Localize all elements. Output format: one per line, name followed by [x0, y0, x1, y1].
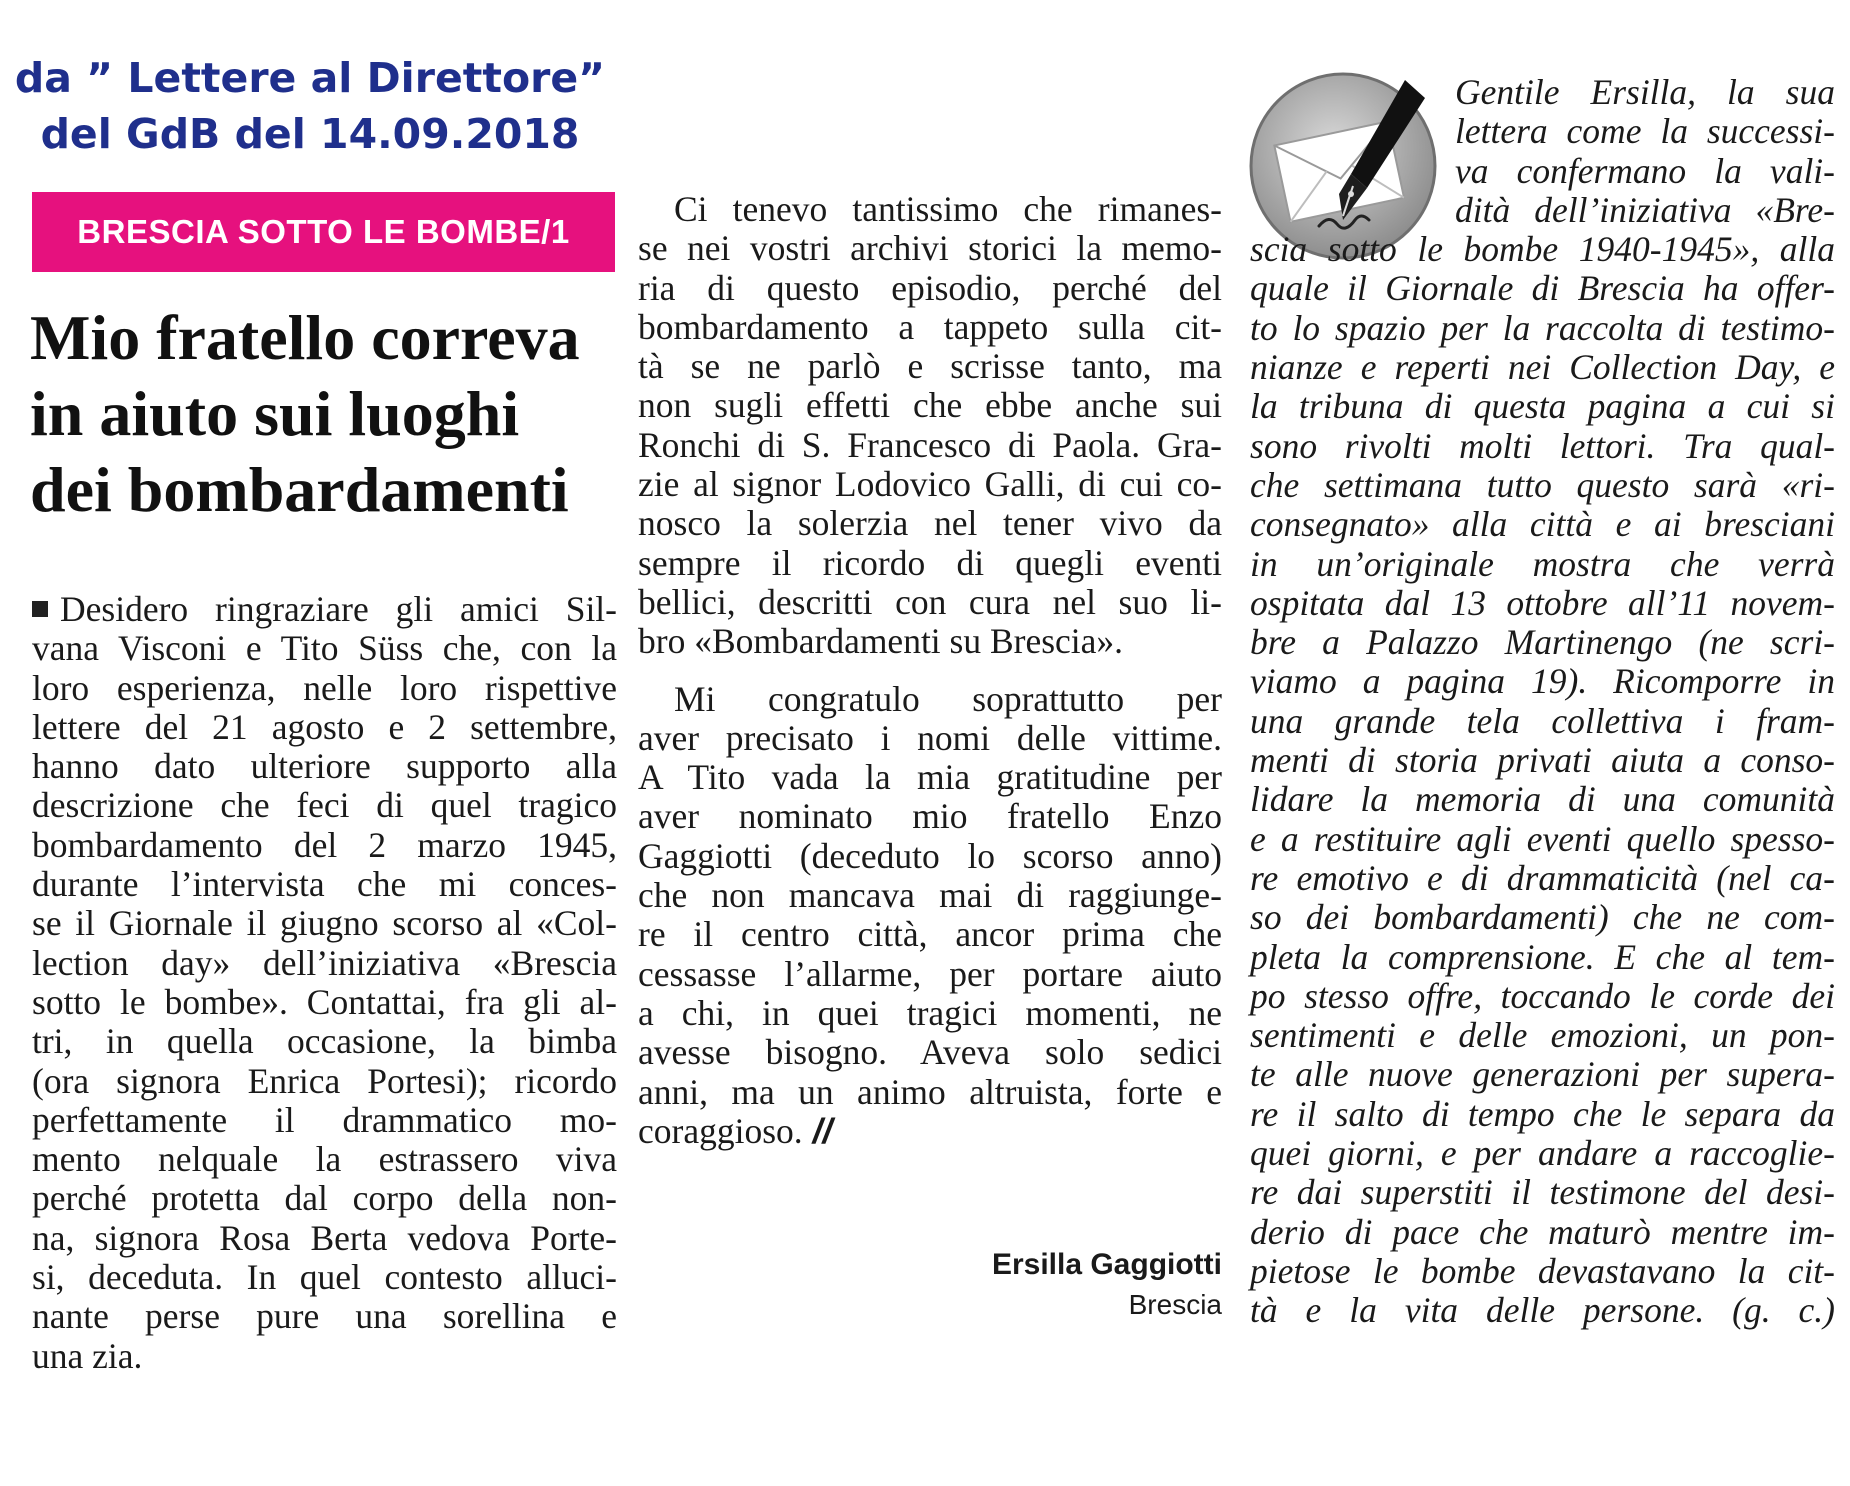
- text-line: re emotivo e di drammaticità (nel ca-: [1250, 857, 1835, 898]
- text-line: Mi congratulo soprattutto per: [674, 678, 1222, 719]
- source-line-2: del GdB del 14.09.2018: [40, 110, 580, 158]
- text-line: bellici, descritti con cura nel suo li-: [638, 581, 1222, 622]
- text-line: A Tito vada la mia gratitudine per: [638, 757, 1222, 798]
- text-line: se il Giornale il giugno scorso al «Col-: [32, 903, 617, 944]
- text-line: bre a Palazzo Martinengo (ne scri-: [1250, 622, 1835, 663]
- text-line: tà e la vita delle persone. (g. c.): [1250, 1290, 1835, 1331]
- bullet-square-icon: [32, 601, 48, 617]
- text-line: a chi, in quei tragici momenti, ne: [638, 992, 1222, 1033]
- text-line: scia sotto le bombe 1940-1945», alla: [1250, 229, 1835, 270]
- text-line: so dei bombardamenti) che ne com-: [1250, 897, 1835, 938]
- text-line: viamo a pagina 19). Ricomporre in: [1250, 661, 1835, 702]
- text-line: hanno dato ulteriore supporto alla: [32, 746, 617, 787]
- editor-reply-column: [1250, 73, 1835, 1331]
- text-line: una zia.: [32, 1335, 143, 1376]
- text-line: na, signora Rosa Berta vedova Porte-: [32, 1217, 617, 1258]
- text-line: nante perse pure una sorellina e: [32, 1296, 617, 1337]
- text-line: quale il Giornale di Brescia ha offer-: [1250, 268, 1835, 309]
- headline-line: dei bombardamenti: [30, 454, 569, 525]
- text-line: sempre il ricordo di quegli eventi: [638, 542, 1222, 583]
- text-line: re il centro città, ancor prima che: [638, 914, 1222, 955]
- text-line: tri, in quella occasione, la bimba: [32, 1021, 617, 1062]
- text-line: re il salto di tempo che le separa da: [1250, 1093, 1835, 1134]
- text-line: bro «Bombardamenti su Brescia».: [638, 621, 1124, 662]
- text-line: Gentile Ersilla, la sua: [1455, 72, 1835, 112]
- headline-line: Mio fratello correva: [30, 302, 580, 373]
- text-line: durante l’intervista che mi conces-: [32, 864, 617, 905]
- end-of-letter-mark: //: [812, 1110, 833, 1151]
- source-note: [0, 50, 620, 162]
- text-line: (ora signora Enrica Portesi); ricordo: [32, 1060, 617, 1101]
- text-line: perché protetta dal corpo della non-: [32, 1178, 617, 1219]
- text-line: se nei vostri archivi storici la memo-: [638, 228, 1222, 269]
- paragraph-gap: [638, 662, 1222, 680]
- text-line: anni, ma un animo altruista, forte e: [638, 1071, 1222, 1112]
- text-line: lection day» dell’iniziativa «Brescia: [32, 942, 617, 983]
- text-line: tà se ne parlò e scrisse tanto, ma: [638, 346, 1222, 387]
- text-line: avesse bisogno. Aveva solo sedici: [638, 1032, 1222, 1073]
- text-line: ria di questo episodio, perché del: [638, 267, 1222, 308]
- text-line: che settimana tutto questo sarà «ri-: [1250, 464, 1835, 505]
- text-line: cessasse l’allarme, per portare aiuto: [638, 953, 1222, 994]
- text-line: sotto le bombe». Contattai, fra gli al-: [32, 981, 617, 1022]
- text-line: to lo spazio per la raccolta di testimo-: [1250, 307, 1835, 348]
- letter-column-1: [32, 590, 617, 1376]
- text-line: aver nominato mio fratello Enzo: [638, 796, 1222, 837]
- text-line: quei giorni, e per andare a raccoglie-: [1250, 1133, 1835, 1174]
- text-line: po stesso offre, toccando le corde dei: [1250, 975, 1835, 1016]
- text-line: vana Visconi e Tito Süss che, con la: [32, 628, 617, 669]
- text-line: che non mancava mai di raggiunge-: [638, 875, 1222, 916]
- headline-line: in aiuto sui luoghi: [30, 378, 520, 449]
- text-line: Ronchi di S. Francesco di Paola. Gra-: [638, 424, 1222, 465]
- text-line: re dai superstiti il testimone del desi-: [1250, 1172, 1835, 1213]
- text-line: bombardamento a tappeto sulla cit-: [638, 306, 1222, 347]
- text-line: Desidero ringraziare gli amici Sil-: [32, 590, 617, 629]
- text-line: Ci tenevo tantissimo che rimanes-: [674, 189, 1222, 229]
- text-line: ospitata dal 13 ottobre all’11 novem-: [1250, 582, 1835, 623]
- text-line: derio di pace che maturò mentre im-: [1250, 1211, 1835, 1252]
- text-line: una grande tela collettiva i fram-: [1250, 700, 1835, 741]
- text-line: sentimenti e delle emozioni, un pon-: [1250, 1015, 1835, 1056]
- text-line: loro esperienza, nelle loro rispettive: [32, 667, 617, 708]
- text-line: consegnato» alla città e ai bresciani: [1250, 504, 1835, 545]
- source-line-1: da ” Lettere al Direttore”: [14, 54, 606, 102]
- author-city: Brescia: [1128, 1289, 1222, 1320]
- text-line: descrizione che feci di quel tragico: [32, 785, 617, 826]
- text-line: va confermano la vali-: [1455, 150, 1835, 191]
- text-line: te alle nuove generazioni per supera-: [1250, 1054, 1835, 1095]
- signature: [638, 1245, 1222, 1325]
- text-line: Gaggiotti (deceduto lo scorso anno): [638, 835, 1222, 876]
- headline: [30, 300, 630, 528]
- text-line: pietose le bombe devastavano la cit-: [1250, 1250, 1835, 1291]
- text-line: coraggioso. //: [638, 1110, 833, 1151]
- text-line: dità dell’iniziativa «Bre-: [1455, 189, 1835, 230]
- text-line: si, deceduta. In quel contesto alluci-: [32, 1257, 617, 1298]
- text-line: pleta la comprensione. E che al tem-: [1250, 936, 1835, 977]
- text-line: nianze e reperti nei Collection Day, e: [1250, 347, 1835, 388]
- text-line: in un’originale mostra che verrà: [1250, 543, 1835, 584]
- section-kicker: BRESCIA SOTTO LE BOMBE/1: [32, 192, 615, 272]
- text-line: perfettamente il drammatico mo-: [32, 1099, 617, 1140]
- text-line: lettera come la successi-: [1455, 111, 1835, 152]
- text-line: lettere del 21 agosto e 2 settembre,: [32, 706, 617, 747]
- text-line: lidare la memoria di una comunità: [1250, 779, 1835, 820]
- text-line: menti di storia privati aiuta a conso-: [1250, 740, 1835, 781]
- text-line: aver precisato i nomi delle vittime.: [638, 717, 1222, 758]
- letter-column-2: [638, 190, 1222, 1151]
- text-line: nosco la solerzia nel tener vivo da: [638, 503, 1222, 544]
- text-line: e a restituire agli eventi quello spesso-: [1250, 818, 1835, 859]
- text-line: zie al signor Lodovico Galli, di cui co-: [638, 464, 1222, 505]
- text-line: bombardamento del 2 marzo 1945,: [32, 824, 617, 865]
- text-line: mento nelquale la estrassero viva: [32, 1139, 617, 1180]
- text-line: sono rivolti molti lettori. Tra qual-: [1250, 425, 1835, 466]
- text-line: la tribuna di questa pagina a cui si: [1250, 386, 1835, 427]
- text-line: non sugli effetti che ebbe anche sui: [638, 385, 1222, 426]
- author-name: Ersilla Gaggiotti: [991, 1248, 1222, 1281]
